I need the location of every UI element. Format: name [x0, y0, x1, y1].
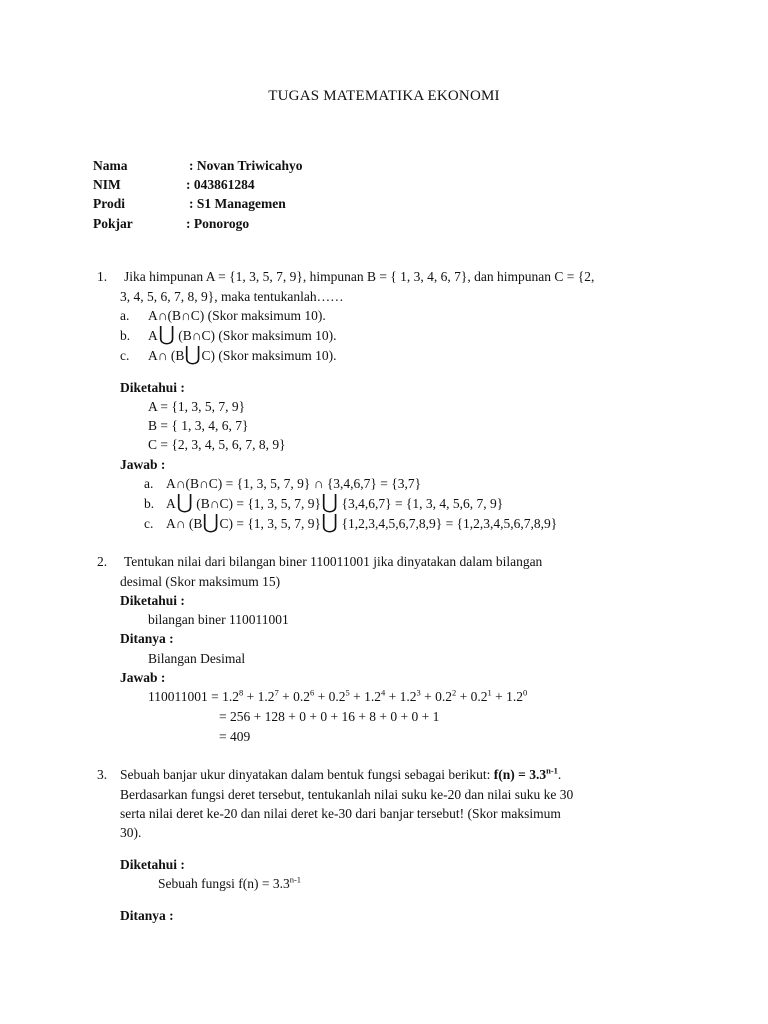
q1-answer-b: A⋃ (B∩C) = {1, 3, 5, 7, 9}⋃ {3,4,6,7} = {1, 3, 4, 5,6, 7, 9} [166, 490, 504, 514]
q1-answer-a: A∩(B∩C) = {1, 3, 5, 7, 9} ∩ {3,4,6,7} = {3,7} [166, 476, 422, 491]
nama-value: : Novan Triwicahyo [189, 158, 303, 173]
q2-ditanya-value: Bilangan Desimal [148, 651, 246, 666]
q1-number: 1. [97, 269, 108, 284]
q1-given-b: B = { 1, 3, 4, 6, 7} [148, 418, 249, 433]
prodi-value: : S1 Managemen [189, 196, 286, 211]
q1-jawab-label: Jawab : [120, 457, 166, 472]
q2-number: 2. [97, 554, 108, 569]
q1-item-letter: b. [120, 328, 131, 343]
pokjar-label: Pokjar [93, 216, 133, 231]
q2-calc-line2: = 256 + 128 + 0 + 0 + 16 + 8 + 0 + 0 + 1 [219, 709, 440, 724]
q2-text-line2: desimal (Skor maksimum 15) [120, 574, 281, 589]
q2-diketahui-value: bilangan biner 110011001 [148, 612, 289, 627]
nama-label: Nama [93, 158, 128, 173]
nim-label: NIM [93, 177, 121, 192]
q1-item-b: A⋃ (B∩C) (Skor maksimum 10). [148, 322, 337, 346]
q2-jawab-label: Jawab : [120, 670, 166, 685]
q1-given-c: C = {2, 3, 4, 5, 6, 7, 8, 9} [148, 437, 286, 452]
q2-ditanya-label: Ditanya : [120, 631, 174, 646]
q1-given-a: A = {1, 3, 5, 7, 9} [148, 399, 246, 414]
pokjar-value: : Ponorogo [186, 216, 250, 231]
union-symbol: ⋃ [184, 342, 201, 366]
q3-text-line4: 30). [120, 825, 142, 840]
q1-text-line2: 3, 4, 5, 6, 7, 8, 9}, maka tentukanlah…… [120, 289, 344, 304]
q1-answer-c: A∩ (B⋃C) = {1, 3, 5, 7, 9}⋃ {1,2,3,4,5,6,7,8,9} = {1,2,3,4,5,6,7,8,9} [166, 510, 558, 534]
q1-item-letter: c. [120, 348, 130, 363]
q3-number: 3. [97, 767, 108, 782]
q1-answer-letter: b. [144, 496, 155, 511]
page-title: TUGAS MATEMATIKA EKONOMI [268, 88, 500, 104]
q1-text-line1: Jika himpunan A = {1, 3, 5, 7, 9}, himpunan B = { 1, 3, 4, 6, 7}, dan himpunan C = {2, [124, 269, 595, 284]
union-symbol: ⋃ [321, 490, 338, 514]
q3-diketahui-value: Sebuah fungsi $f(n) = 3.3^{n-1}$ [158, 874, 302, 891]
q3-formula: $f(n) = 3.3^{n-1}$ [493, 765, 558, 782]
q3-ditanya-label: Ditanya : [120, 908, 174, 923]
q2-diketahui-label: Diketahui : [120, 593, 185, 608]
q1-answer-letter: c. [144, 516, 154, 531]
q1-diketahui-label: Diketahui : [120, 380, 185, 395]
prodi-label: Prodi [93, 196, 126, 211]
union-symbol: ⋃ [158, 322, 175, 346]
q2-calc-line3: = 409 [219, 729, 251, 744]
q3-diketahui-label: Diketahui : [120, 857, 185, 872]
union-symbol: ⋃ [202, 510, 219, 534]
q2-text-line1: Tentukan nilai dari bilangan biner 110011001 jika dinyatakan dalam bilangan [124, 554, 543, 569]
q1-item-letter: a. [120, 308, 130, 323]
q2-calc-line1: $110011001 = 1.2^8 + 1.2^7 + 0.2^6 + 0.2^5 + 1.2^4 + 1.2^3 + 0.2^2 + 0.2^1 + 1.2^0$ [148, 687, 528, 704]
q1-item-a: A∩(B∩C) (Skor maksimum 10). [148, 308, 326, 323]
q3-text-line1: Sebuah banjar ukur dinyatakan dalam bentuk fungsi sebagai berikut: $f(n) = 3.3^{n-1}$. [120, 765, 562, 782]
q1-answer-letter: a. [144, 476, 154, 491]
union-symbol: ⋃ [321, 510, 338, 534]
q3-text-line2: Berdasarkan fungsi deret tersebut, tentukanlah nilai suku ke-20 dan nilai suku ke 30 [120, 787, 574, 802]
union-symbol: ⋃ [176, 490, 193, 514]
nim-value: : 043861284 [186, 177, 255, 192]
q1-item-c: A∩ (B⋃C) (Skor maksimum 10). [148, 342, 337, 366]
q3-text-line3: serta nilai deret ke-20 dan nilai deret ke-30 dari banjar tersebut! (Skor maksimum [120, 806, 561, 821]
